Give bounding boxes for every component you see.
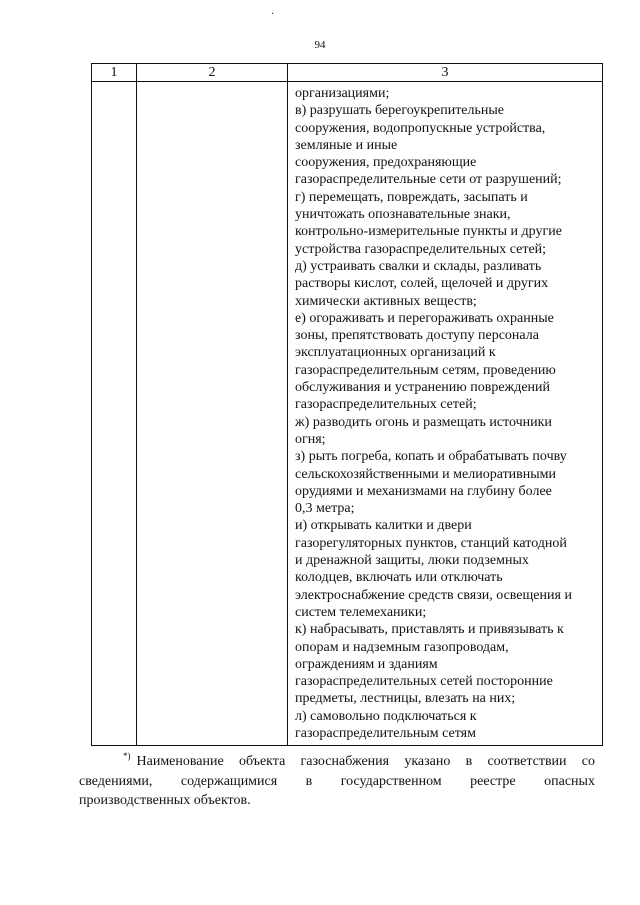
text-line: систем телемеханики;: [295, 604, 427, 620]
footnote-word: газоснабжения: [300, 754, 390, 769]
cell-column-3: [288, 82, 603, 746]
text-line: з) рыть погреба, копать и обрабатывать почву: [295, 449, 567, 465]
text-line: огня;: [295, 431, 326, 447]
text-line: л) самовольно подключаться к: [295, 708, 477, 724]
text-line: растворы кислот, солей, щелочей и других: [295, 276, 549, 292]
footnote-line-1: [79, 752, 595, 772]
text-line: контрольно-измерительные пункты и другие: [295, 224, 562, 240]
text-line: ж) разводить огонь и размещать источники: [295, 414, 552, 430]
footnote-line-2: [79, 772, 595, 792]
table-row: [92, 82, 603, 746]
text-line: и) открывать калитки и двери: [295, 518, 472, 534]
cell-column-2: [137, 82, 288, 746]
text-line: сооружения, предохраняющие: [295, 155, 477, 171]
text-line: ограждениям и зданиям: [295, 656, 438, 672]
document-table: [91, 63, 603, 746]
footnote-lead: [123, 752, 224, 772]
footnote-word: указано: [404, 754, 451, 769]
text-line: обслуживания и устранению повреждений: [295, 380, 551, 396]
footnote-word: со: [581, 754, 595, 769]
footnote-word: сведениями,: [79, 773, 153, 789]
footnote-word: реестре: [470, 773, 516, 789]
text-line: опорам и надземным газопроводам,: [295, 639, 509, 655]
prohibitions-text: [295, 85, 602, 742]
footnote-marker: *): [123, 751, 131, 761]
text-line: сельскохозяйственными и мелиоративными: [295, 466, 557, 482]
footnote-word: опасных: [544, 773, 595, 789]
text-line: сооружения, водопропускные устройства,: [295, 120, 546, 136]
table-header-row: [92, 64, 603, 82]
text-line: химически активных веществ;: [295, 293, 477, 309]
footnote-word: Наименование: [136, 754, 224, 769]
text-line: д) устраивать свалки и склады, разливать: [295, 258, 542, 274]
text-line: газораспределительным сетям, проведению: [295, 362, 556, 378]
text-line: зоны, препятствовать доступу персонала: [295, 328, 539, 344]
text-line: газораспределительных сетей посторонние: [295, 674, 553, 690]
text-line: и дренажной защиты, люки подземных: [295, 553, 529, 569]
page-number: 94: [314, 39, 326, 51]
cell-column-1: [92, 82, 137, 746]
footnote-word: государственном: [340, 773, 442, 789]
text-line: газорегуляторных пунктов, станций катодной: [295, 535, 567, 551]
text-line: колодцев, включать или отключать: [295, 570, 503, 586]
text-line: в) разрушать берегоукрепительные: [295, 103, 505, 119]
text-line: г) перемещать, повреждать, засыпать и: [295, 189, 528, 205]
text-line: 0,3 метра;: [295, 501, 355, 517]
text-line: организациями;: [295, 86, 390, 101]
footnote-word: содержащимися: [180, 773, 278, 789]
text-line: земляные и иные: [295, 137, 398, 153]
footnote-word: соответствии: [487, 754, 567, 769]
footnote-line-3: производственных объектов.: [79, 793, 251, 808]
text-line: эксплуатационных организаций к: [295, 345, 496, 361]
text-line: электроснабжение средств связи, освещения и: [295, 587, 572, 603]
column-header-1: 1: [92, 64, 137, 82]
text-line: газораспределительных сетей;: [295, 397, 477, 413]
footnote-word: объекта: [238, 754, 286, 769]
text-line: е) огораживать и перегораживать охранные: [295, 310, 554, 326]
footnote-word: в: [305, 773, 313, 789]
text-line: уничтожать опознавательные знаки,: [295, 207, 511, 223]
footnote-word: в: [465, 754, 473, 769]
footnote: [79, 752, 595, 811]
column-header-3: 3: [288, 64, 603, 82]
column-header-2: 2: [137, 64, 288, 82]
scan-dot: ·: [271, 9, 275, 20]
text-line: газораспределительным сетям: [295, 725, 476, 741]
text-line: газораспределительные сети от разрушений;: [295, 172, 562, 188]
text-line: предметы, лестницы, влезать на них;: [295, 691, 516, 707]
text-line: к) набрасывать, приставлять и привязывать к: [295, 622, 564, 638]
text-line: устройства газораспределительных сетей;: [295, 241, 547, 257]
text-line: орудиями и механизмами на глубину более: [295, 483, 552, 499]
